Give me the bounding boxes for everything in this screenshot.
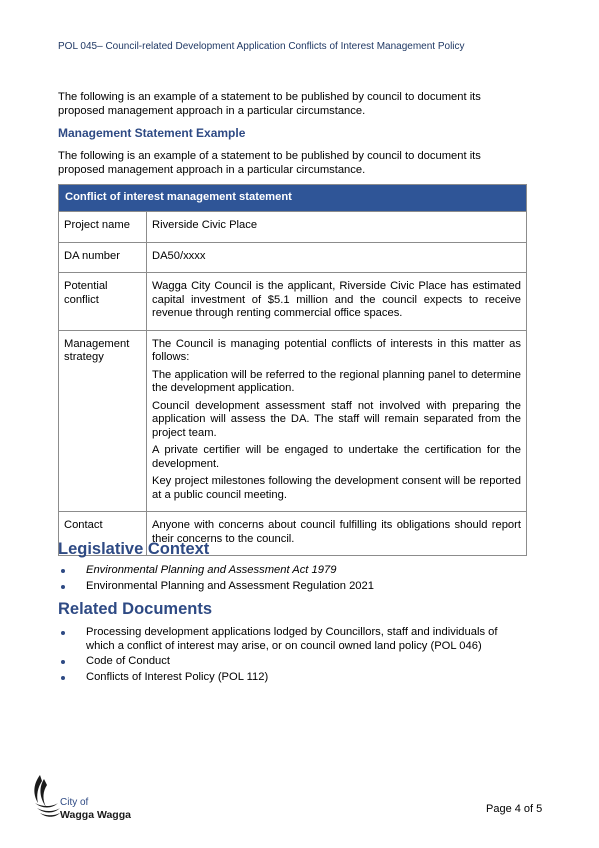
table-row-management-strategy (59, 330, 527, 512)
row-label: Potential conflict (59, 273, 147, 331)
city-of-wagga-wagga-logo (30, 773, 140, 823)
row-value: Wagga City Council is the applicant, Riverside Civic Place has estimated capital investment of $5.1 million and the council expects to receive revenue through renting commercial office spaces. (147, 273, 527, 331)
intro-paragraph: The following is an example of a statement to be published by council to document its proposed management approach in a particular circumstance. (58, 91, 481, 117)
strategy-paragraph: The application will be referred to the regional planning panel to determine the development application. (152, 368, 521, 394)
logo-line-1: City of (60, 797, 89, 808)
related-documents-heading: Related Documents (58, 600, 213, 618)
page-number: Page 4 of 5 (486, 803, 543, 815)
list-item: Environmental Planning and Assessment Act 1979 (58, 564, 528, 578)
legislative-context-heading: Legislative Context (58, 540, 210, 558)
strategy-paragraph: Council development assessment staff not involved with preparing the application will assess the DA. The staff will remain separated from the project team. (152, 399, 521, 439)
bullet-icon (61, 631, 65, 635)
strategy-paragraph: Key project milestones following the development consent will be reported at a public council meeting. (152, 475, 521, 501)
bullet-icon (61, 569, 65, 573)
related-documents-list (58, 626, 528, 686)
row-label: Project name (59, 212, 147, 243)
row-label: Management strategy (59, 330, 147, 512)
table-heading: Conflict of interest management statement (59, 185, 527, 212)
list-item: Environmental Planning and Assessment Regulation 2021 (58, 580, 528, 594)
management-statement-table (58, 184, 527, 556)
logo-line-2: Wagga Wagga (60, 809, 131, 821)
bullet-icon (61, 660, 65, 664)
strategy-paragraph: The Council is managing potential conflicts of interests in this matter as follows: (152, 337, 521, 363)
row-label: Contact (59, 512, 147, 556)
row-value: Riverside Civic Place (147, 212, 527, 243)
bullet-icon (61, 676, 65, 680)
list-item: Code of Conduct (58, 655, 528, 669)
wave-emblem-icon (34, 775, 60, 817)
document-header: POL 045– Council-related Development Application Conflicts of Interest Management Policy (58, 41, 465, 52)
strategy-paragraph: A private certifier will be engaged to undertake the certification for the development. (152, 444, 521, 470)
list-item: Conflicts of Interest Policy (POL 112) (58, 671, 528, 685)
row-value (147, 330, 527, 512)
table-row-project-name (59, 212, 527, 243)
row-label: DA number (59, 242, 147, 273)
row-value: DA50/xxxx (147, 242, 527, 273)
table-row-potential-conflict (59, 273, 527, 331)
list-item: Processing development applications lodged by Councillors, staff and individuals of which a conflict of interest may arise, or on council owned land policy (POL 046) (58, 626, 528, 653)
legislative-list (58, 564, 528, 595)
row-value: Anyone with concerns about council fulfilling its obligations should report their concerns to the council. (147, 512, 527, 556)
example-intro-paragraph: The following is an example of a statement to be published by council to document its proposed management approach in a particular circumstance. (58, 150, 481, 176)
example-heading: Management Statement Example (58, 126, 246, 140)
table-row-da-number (59, 242, 527, 273)
bullet-icon (61, 585, 65, 589)
